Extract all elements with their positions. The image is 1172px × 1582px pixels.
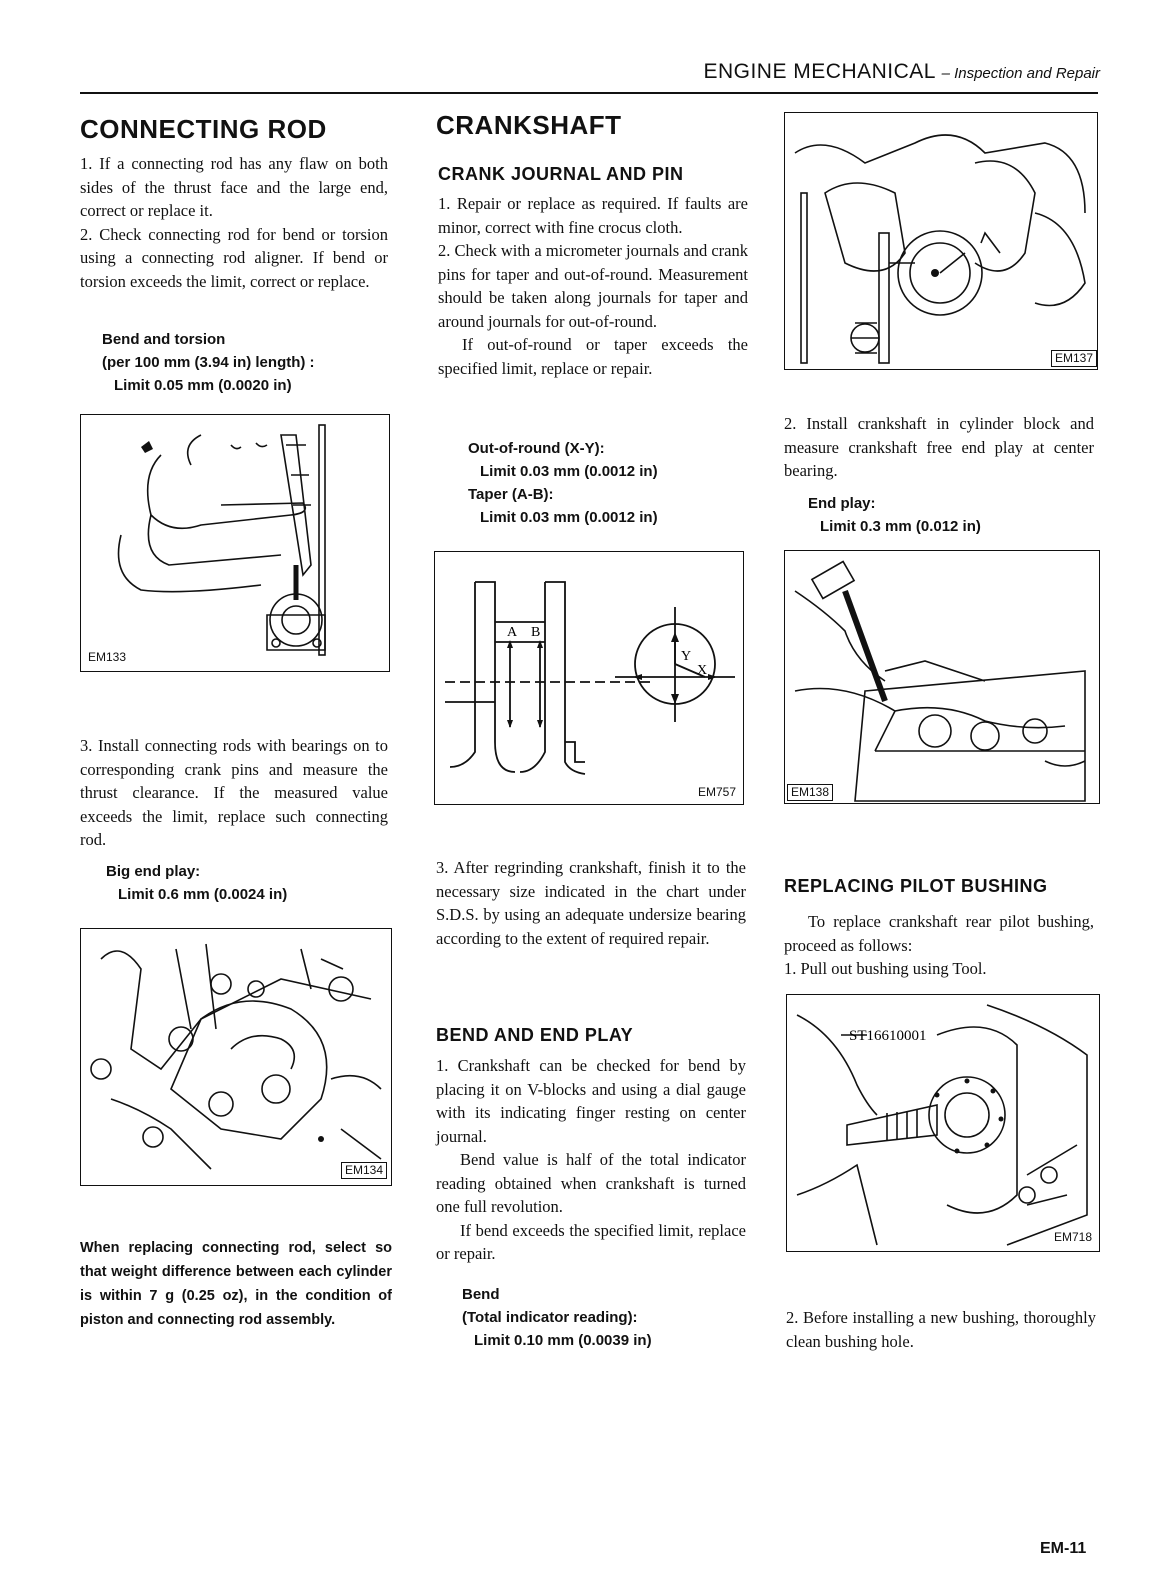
connecting-rod-step-1: 1. If a connecting rod has any flaw on both sides of the thrust face and the large end, correct or replace it. (80, 154, 388, 220)
crankshaft-heading: CRANKSHAFT (436, 110, 622, 140)
figure-caption: EM757 (695, 785, 739, 800)
bend-torsion-spec (102, 328, 392, 397)
spec-label: End play: (808, 495, 876, 512)
header-subtitle: – Inspection and Repair (941, 65, 1100, 82)
label-a: A (507, 625, 518, 640)
label-x: X (697, 663, 708, 678)
bend-end-play-subheading: BEND AND END PLAY (436, 1025, 634, 1045)
pilot-bushing-intro: To replace crankshaft rear pilot bushing, proceed as follows: (784, 912, 1094, 955)
bend-value-note: Bend value is half of the total indicator reading obtained when crankshaft is turned one full revolution. (436, 1150, 746, 1216)
figure-rod-aligner (80, 414, 390, 672)
header-rule (80, 92, 1098, 94)
crank-journal-text (438, 192, 748, 380)
label-y: Y (681, 649, 692, 664)
pilot-bushing-step-1: 1. Pull out bushing using Tool. (784, 959, 987, 978)
bushing-puller-illustration (787, 995, 1099, 1251)
figure-caption: EM133 (85, 650, 129, 665)
figure-caption: EM137 (1051, 350, 1097, 367)
crank-journal-limit-note: If out-of-round or taper exceeds the specified limit, replace or repair. (438, 335, 748, 378)
spec-limit: Limit 0.05 mm (0.0020 in) (114, 377, 292, 394)
tool-label: ST16610001 (849, 1028, 927, 1044)
end-play-illustration (785, 551, 1099, 803)
end-play-step: 2. Install crankshaft in cylinder block and measure crankshaft free end play at center bearing. (784, 414, 1094, 480)
pilot-bushing-step-2: 2. Before installing a new bushing, thoroughly clean bushing hole. (786, 1308, 1096, 1351)
page-number: EM-11 (1040, 1540, 1087, 1557)
figure-caption: EM718 (1051, 1230, 1095, 1245)
weight-difference-note: When replacing connecting rod, select so that weight difference between each cylinder is within 7 g (0.25 oz), in the condition of piston and connecting rod assembly. (80, 1240, 392, 1328)
spec-limit: Limit 0.10 mm (0.0039 in) (474, 1332, 652, 1349)
figure-caption: EM138 (787, 784, 833, 801)
figure-big-end-play (80, 928, 392, 1186)
label-b: B (531, 625, 541, 640)
pilot-bushing-subheading: REPLACING PILOT BUSHING (784, 876, 1048, 896)
spec-label: Big end play: (106, 863, 201, 880)
spec-label: Out-of-round (X-Y): (468, 440, 605, 457)
spec-limit: Limit 0.3 mm (0.012 in) (820, 518, 981, 535)
figure-end-play (784, 550, 1100, 804)
spec-label: Bend (462, 1286, 500, 1303)
journal-measurement-diagram (435, 552, 743, 804)
spec-label: Taper (A-B): (468, 486, 554, 503)
figure-journal-measurement (434, 551, 744, 805)
dial-gauge-illustration (785, 113, 1097, 369)
bend-check-text (436, 1054, 746, 1266)
spec-label: Bend and torsion (102, 331, 226, 348)
end-play-spec (808, 492, 1098, 538)
spec-sublabel: (per 100 mm (3.94 in) length) : (102, 354, 315, 371)
out-of-round-taper-spec (468, 437, 758, 529)
figure-dial-gauge (784, 112, 1098, 370)
regrinding-step: 3. After regrinding crankshaft, finish it to the necessary size indicated in the chart under S.D.S. by using an adequate undersize bearing according to the extent of required repair. (436, 858, 746, 948)
connecting-rod-step-2: 2. Check connecting rod for bend or torsion using a connecting rod aligner. If bend or torsion exceeds the limit, correct or replace. (80, 224, 388, 291)
connecting-rod-heading: CONNECTING ROD (80, 114, 327, 144)
bend-spec (462, 1283, 752, 1352)
spec-limit: Limit 0.03 mm (0.0012 in) (480, 509, 658, 526)
bend-check-step-1: 1. Crankshaft can be checked for bend by placing it on V-blocks and using a dial gauge with its indicating finger resting on center journal. (436, 1056, 746, 1146)
crank-journal-step-1: 1. Repair or replace as required. If faults are minor, correct with fine crocus cloth. (438, 194, 748, 237)
connecting-rod-intro (80, 152, 388, 293)
page-header (620, 60, 1100, 84)
spec-limit: Limit 0.03 mm (0.0012 in) (480, 463, 658, 480)
crank-journal-subheading: CRANK JOURNAL AND PIN (438, 164, 684, 184)
big-end-play-illustration (81, 929, 391, 1185)
crank-journal-step-2: 2. Check with a micrometer journals and crank pins for taper and out-of-round. Measurement should be taken along journals for taper and around journals for out-of-round. (438, 241, 748, 331)
rod-aligner-illustration (81, 415, 389, 671)
bend-limit-note: If bend exceeds the specified limit, replace or repair. (436, 1220, 746, 1263)
big-end-play-spec (106, 860, 396, 906)
spec-sublabel: (Total indicator reading): (462, 1309, 638, 1326)
header-title: ENGINE MECHANICAL (703, 60, 936, 83)
thrust-clearance-step: 3. Install connecting rods with bearings on to corresponding crank pins and measure the thrust clearance. If the measured value exceeds the limit, replace such connecting rod. (80, 736, 388, 849)
figure-bushing-puller (786, 994, 1100, 1252)
spec-limit: Limit 0.6 mm (0.0024 in) (118, 886, 288, 903)
figure-caption: EM134 (341, 1162, 387, 1179)
pilot-bushing-text (784, 910, 1094, 981)
